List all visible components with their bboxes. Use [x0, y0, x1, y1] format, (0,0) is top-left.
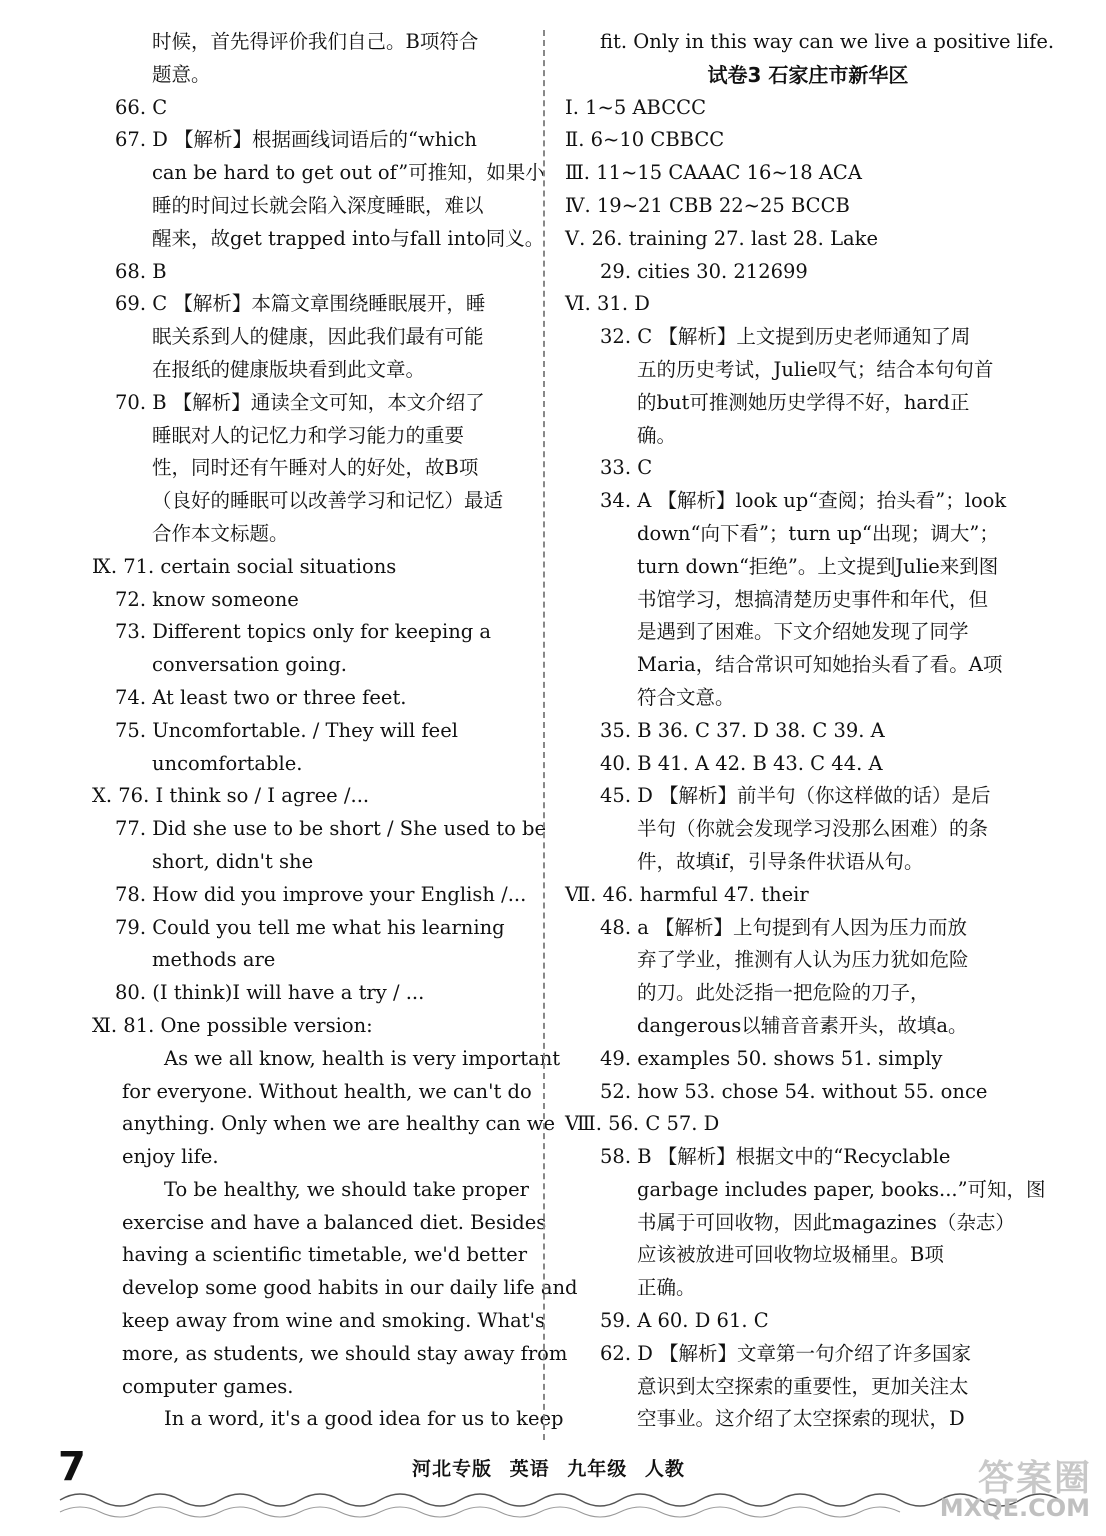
left-answer-line: 合作本文标题。 [152, 521, 289, 545]
left-answer-line: 睡的时间过长就会陷入深度睡眠，难以 [152, 193, 484, 217]
watermark-text-bottom: MXQE.COM [939, 1494, 1090, 1522]
left-answer-line: 73. Different topics only for keeping a [115, 620, 492, 644]
left-answer-line: develop some good habits in our daily life and [122, 1276, 578, 1300]
right-answer-line: down“向下看”；turn up“出现；调大”； [637, 521, 999, 545]
right-answer-line: 58. B 【解析】根据文中的“Recyclable [600, 1145, 951, 1169]
right-answer-line: 40. B 41. A 42. B 43. C 44. A [600, 751, 883, 775]
watermark-logo [916, 1450, 1096, 1530]
left-answer-line: As we all know, health is very important [164, 1046, 561, 1070]
left-answer-line: 74. At least two or three feet. [115, 685, 407, 709]
left-answer-line: 77. Did she use to be short / She used to be [115, 817, 547, 841]
right-answer-line: Ⅱ. 6~10 CBBCC [565, 128, 725, 152]
right-answer-line: 空事业。这介绍了太空探索的现状，D [637, 1407, 965, 1431]
left-answer-line: anything. Only when we are healthy can we [122, 1112, 556, 1136]
left-answer-line: computer games. [122, 1374, 294, 1398]
right-answer-line: Ⅶ. 46. harmful 47. their [565, 882, 809, 906]
left-answer-line: In a word, it's a good idea for us to keep [164, 1407, 564, 1431]
right-answer-line: 符合文意。 [637, 685, 735, 709]
left-answer-line: exercise and have a balanced diet. Besides [122, 1210, 547, 1234]
right-answer-line: 45. D 【解析】前半句（你这样做的话）是后 [600, 784, 991, 808]
right-answer-line: 的刀。此处泛指一把危险的刀子， [637, 981, 930, 1005]
left-answer-line: can be hard to get out of”可推知，如果小 [152, 161, 545, 185]
left-answer-line: 79. Could you tell me what his learning [115, 915, 505, 939]
right-answer-line: 34. A 【解析】look up“查阅；抬头看”；look [600, 489, 1007, 513]
right-answer-line: 的but可推测她历史学得不好，hard正 [637, 390, 970, 414]
left-answer-line: 68. B [115, 259, 167, 283]
left-answer-line: 题意。 [152, 62, 211, 86]
right-answer-line: 35. B 36. C 37. D 38. C 39. A [600, 718, 885, 742]
left-answer-line: 在报纸的健康版块看到此文章。 [152, 357, 426, 381]
right-answer-line: 五的历史考试，Julie叹气；结合本句句首 [637, 357, 994, 381]
right-answer-line: Ⅲ. 11~15 CAAAC 16~18 ACA [565, 161, 862, 185]
right-answer-line: 确。 [637, 423, 677, 447]
left-answer-line: 睡眠对人的记忆力和学习能力的重要 [152, 423, 465, 447]
left-answer-line: short, didn't she [152, 849, 314, 873]
column-divider [543, 30, 545, 1440]
page-number: 7 [58, 1444, 86, 1490]
right-answer-line: dangerous以辅音音素开头，故填a。 [637, 1013, 968, 1037]
right-answer-line: Ⅳ. 19~21 CBB 22~25 BCCB [565, 193, 850, 217]
left-answer-line: uncomfortable. [152, 751, 303, 775]
right-answer-line: Ⅷ. 56. C 57. D [565, 1112, 720, 1136]
page-footer [0, 1440, 1106, 1536]
left-answer-line: 72. know someone [115, 587, 299, 611]
footer-edition-text: 河北专版 英语 九年级 人教 [412, 1458, 685, 1480]
right-answer-line: 弃了学业，推测有人认为压力犹如危险 [637, 948, 969, 972]
left-answer-line: more, as students, we should stay away from [122, 1341, 568, 1365]
right-answer-line: turn down“拒绝”。上文提到Julie来到图 [637, 554, 999, 578]
left-answer-line: 67. D 【解析】根据画线词语后的“which [115, 128, 477, 152]
watermark-text-top: 答案圈 [977, 1458, 1092, 1499]
right-answer-line: 意识到太空探索的重要性，更加关注太 [637, 1374, 969, 1398]
right-answer-line: 件，故填if，引导条件状语从句。 [637, 849, 924, 873]
right-answer-line: 49. examples 50. shows 51. simply [600, 1046, 943, 1070]
left-answer-line: 69. C 【解析】本篇文章围绕睡眠展开，睡 [115, 292, 486, 316]
left-answer-line: 时候，首先得评价我们自己。B项符合 [152, 30, 479, 53]
right-answer-line: 应该被放进可回收物垃圾桶里。B项 [637, 1243, 944, 1267]
left-answer-line: 70. B 【解析】通读全文可知，本文介绍了 [115, 390, 485, 414]
left-answer-line: 78. How did you improve your English /... [115, 882, 527, 906]
left-answer-line: conversation going. [152, 653, 347, 677]
right-answer-line: 33. C [600, 456, 653, 480]
left-answer-line: 醒来，故get trapped into与fall into同义。 [152, 226, 545, 250]
right-answer-line: Ⅴ. 26. training 27. last 28. Lake [565, 226, 878, 250]
right-answer-line: 29. cities 30. 212699 [600, 259, 808, 283]
left-answer-line: keep away from wine and smoking. What's [122, 1309, 545, 1333]
left-answer-line: （良好的睡眠可以改善学习和记忆）最适 [152, 489, 504, 513]
left-answer-line: 性，同时还有午睡对人的好处，故B项 [152, 456, 479, 480]
right-answer-line: 书馆学习，想搞清楚历史事件和年代，但 [637, 587, 989, 611]
right-answer-line: 是遇到了困难。下文介绍她发现了同学 [637, 620, 969, 644]
right-answer-line: 半句（你就会发现学习没那么困难）的条 [637, 817, 989, 841]
right-answer-line: Maria，结合常识可知她抬头看了看。A项 [637, 653, 1003, 677]
left-answer-line: for everyone. Without health, we can't do [122, 1079, 532, 1103]
right-answer-line: 48. a 【解析】上句提到有人因为压力而放 [600, 915, 968, 939]
right-answer-line: 52. how 53. chose 54. without 55. once [600, 1079, 988, 1103]
paper-title: 试卷3 石家庄市新华区 [707, 62, 909, 87]
left-answer-line: 80. (I think)I will have a try / ... [115, 981, 425, 1005]
left-answer-line: 75. Uncomfortable. / They will feel [115, 718, 458, 742]
left-answer-line: To be healthy, we should take proper [164, 1177, 529, 1201]
left-answer-line: 眠关系到人的健康，因此我们最有可能 [152, 325, 484, 349]
right-answer-line: garbage includes paper, books...”可知，图 [637, 1177, 1046, 1201]
right-answer-line: 32. C 【解析】上文提到历史老师通知了周 [600, 325, 971, 349]
right-answer-line: 62. D 【解析】文章第一句介绍了许多国家 [600, 1341, 972, 1365]
right-answer-line: 59. A 60. D 61. C [600, 1309, 769, 1333]
right-answer-line: 书属于可回收物，因此magazines（杂志） [637, 1210, 1015, 1234]
left-answer-line: Ⅹ. 76. I think so / I agree /... [92, 784, 370, 808]
left-answer-line: 66. C [115, 95, 168, 119]
left-answer-line: enjoy life. [122, 1145, 219, 1169]
left-answer-line: Ⅺ. 81. One possible version: [92, 1013, 373, 1037]
left-answer-line: methods are [152, 948, 276, 972]
left-column [92, 26, 578, 1436]
right-column [565, 26, 1055, 1436]
left-answer-line: having a scientific timetable, we'd better [122, 1243, 528, 1267]
right-answer-line: Ⅰ. 1~5 ABCCC [565, 95, 706, 119]
left-answer-line: Ⅸ. 71. certain social situations [92, 554, 397, 578]
right-answer-line: 正确。 [637, 1276, 696, 1300]
right-answer-line: Ⅵ. 31. D [565, 292, 650, 316]
right-answer-line: fit. Only in this way can we live a positive life. [600, 30, 1055, 53]
